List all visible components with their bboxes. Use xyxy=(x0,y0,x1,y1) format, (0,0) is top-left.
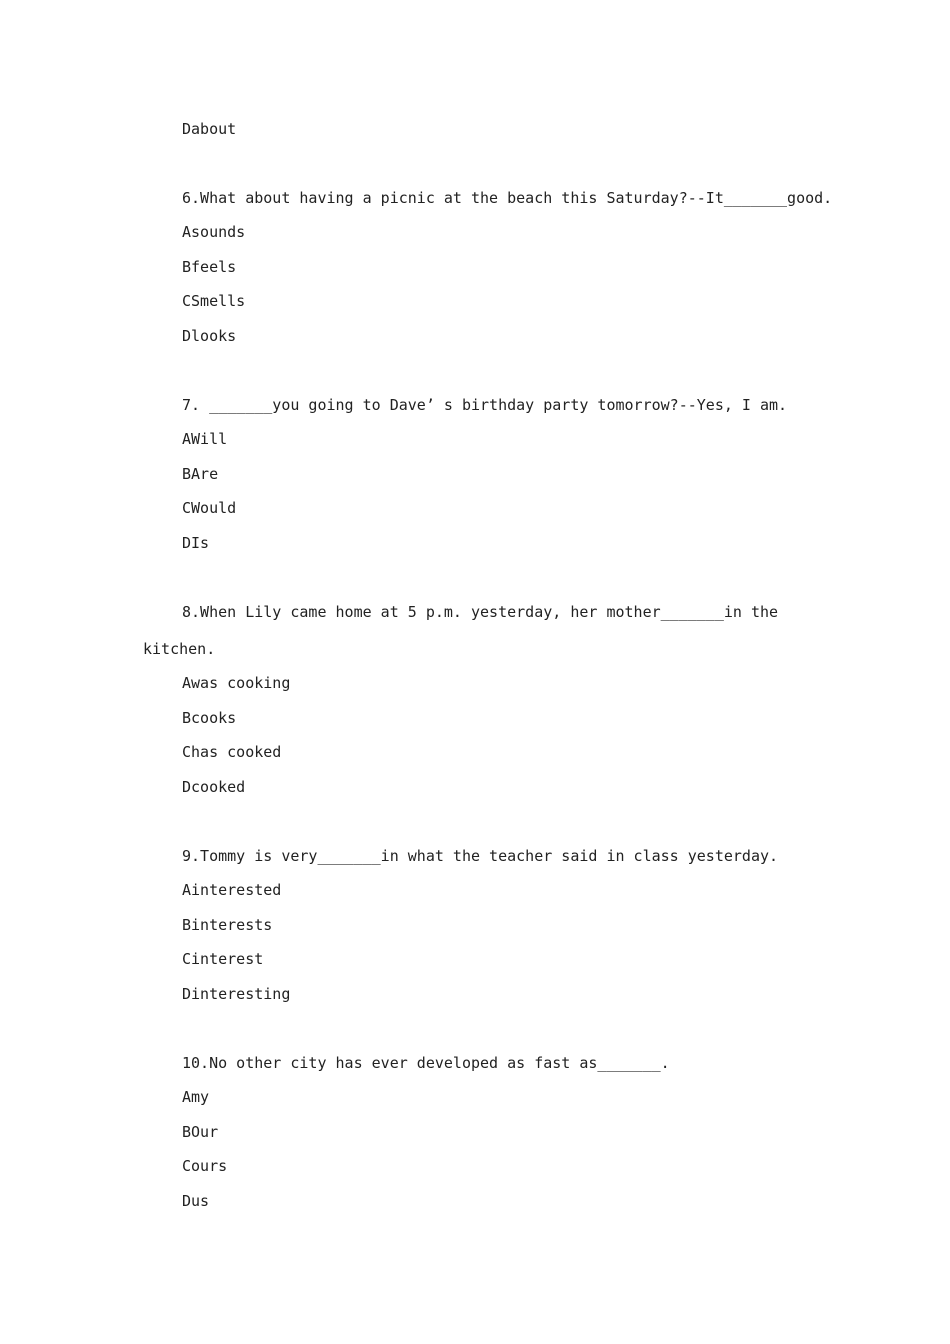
question-8-stem-continued: kitchen. xyxy=(143,640,216,658)
question-8-option-b: Bcooks xyxy=(182,709,237,727)
question-7-option-b: BAre xyxy=(182,465,219,483)
question-9-option-b: Binterests xyxy=(182,916,273,934)
question-6-option-c: CSmells xyxy=(182,292,246,310)
question-6-option-a: Asounds xyxy=(182,223,246,241)
question-6-option-d: Dlooks xyxy=(182,327,237,345)
question-8-option-c: Chas cooked xyxy=(182,743,282,761)
question-6-stem: 6.What about having a picnic at the beach this Saturday?--It_______good. xyxy=(182,189,833,207)
question-10-stem: 10.No other city has ever developed as fast as_______. xyxy=(182,1054,670,1072)
question-10-option-b: BOur xyxy=(182,1123,219,1141)
question-10-option-c: Cours xyxy=(182,1157,228,1175)
question-8-option-a: Awas cooking xyxy=(182,674,291,692)
question-9-stem: 9.Tommy is very_______in what the teacher said in class yesterday. xyxy=(182,847,779,865)
option-d-previous-question: Dabout xyxy=(182,120,237,138)
question-7-option-c: CWould xyxy=(182,499,237,517)
question-8-option-d: Dcooked xyxy=(182,778,246,796)
question-9-option-a: Ainterested xyxy=(182,881,282,899)
question-9-option-c: Cinterest xyxy=(182,950,264,968)
question-6-option-b: Bfeels xyxy=(182,258,237,276)
question-9-option-d: Dinteresting xyxy=(182,985,291,1003)
question-7-option-a: AWill xyxy=(182,430,228,448)
question-7-option-d: DIs xyxy=(182,534,210,552)
question-10-option-d: Dus xyxy=(182,1192,210,1210)
question-8-stem: 8.When Lily came home at 5 p.m. yesterday, her mother_______in the xyxy=(182,603,779,621)
question-7-stem: 7. _______you going to Dave’ s birthday party tomorrow?--Yes, I am. xyxy=(182,396,788,414)
question-10-option-a: Amy xyxy=(182,1088,210,1106)
